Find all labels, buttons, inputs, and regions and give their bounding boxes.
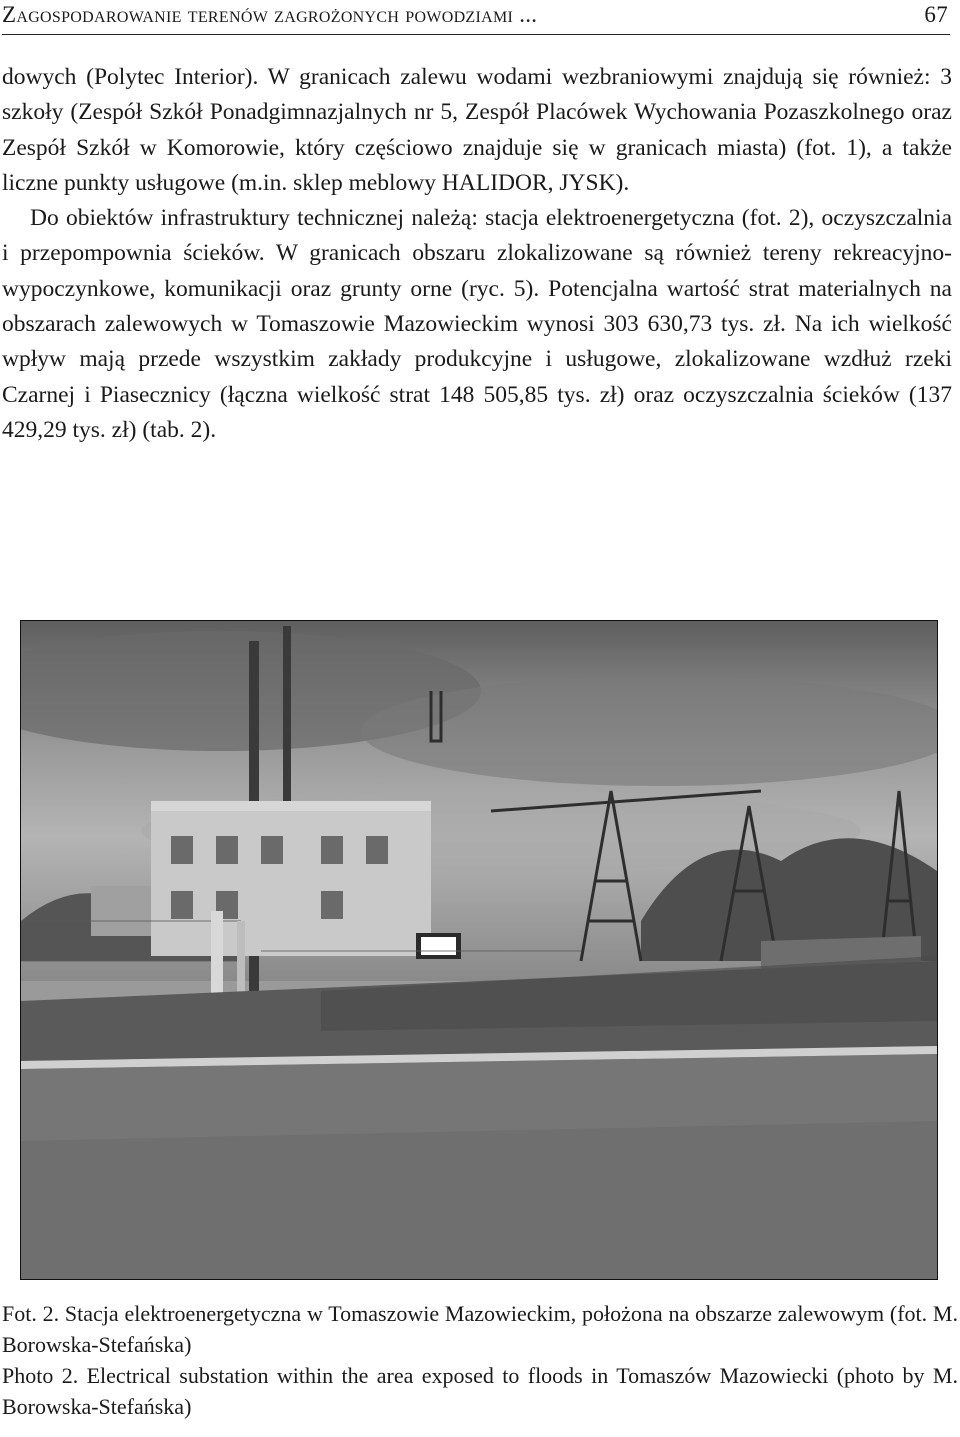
- paragraph-2: Do obiektów infrastruktury technicznej należą: stacja elektroenergetyczna (fot. 2), oczyszczalnia i przepompownia ścieków. W granicach obszaru zlokalizowane są również tereny rekreacyjno-wypoczynkowe, komunikacji oraz grunty orne (ryc. 5). Potencjalna wartość strat materialnych na obszarach zalewowych w Tomaszowie Mazowieckim wynosi 303 630,73 tys. zł. Na ich wielkość wpływ mają przede wszystkim zakłady produkcyjne i usługowe, zlokalizowane wzdłuż rzeki Czarnej i Piasecznicy (łączna wielkość strat 148 505,85 tys. zł) oraz oczyszczalnia ścieków (137 429,29 tys. zł) (tab. 2).: [2, 205, 952, 443]
- cloud: [361, 676, 937, 786]
- paragraph-1: dowych (Polytec Interior). W granicach zalewu wodami wezbraniowymi znajdują się również: 3 szkoły (Zespół Szkół Ponadgimnazjalnych nr 5, Zespół Placówek Wychowania Pozaszkolnego oraz Zespół Szkół w Komorowie, który częściowo znajduje się w granicach miasta) (fot. 1), a także liczne punkty usługowe (m.in. sklep meblowy HALIDOR, JYSK).: [2, 64, 952, 196]
- caption-polish: Fot. 2. Stacja elektroenergetyczna w Tomaszowie Mazowieckim, położona na obszarze zalewowym (fot. M. Borowska-Stefańska): [2, 1301, 958, 1357]
- photo-illustration: [21, 621, 937, 1279]
- running-header: [2, 0, 950, 35]
- figure-caption: [2, 1298, 958, 1422]
- body-text: [2, 60, 952, 448]
- substation-photo: [20, 620, 938, 1280]
- running-title: Zagospodarowanie terenów zagrożonych powodziami ...: [2, 2, 538, 27]
- caption-english: Photo 2. Electrical substation within the area exposed to floods in Tomaszów Mazowiecki (photo by M. Borowska-Stefańska): [2, 1363, 958, 1419]
- page-number: 67: [924, 2, 948, 27]
